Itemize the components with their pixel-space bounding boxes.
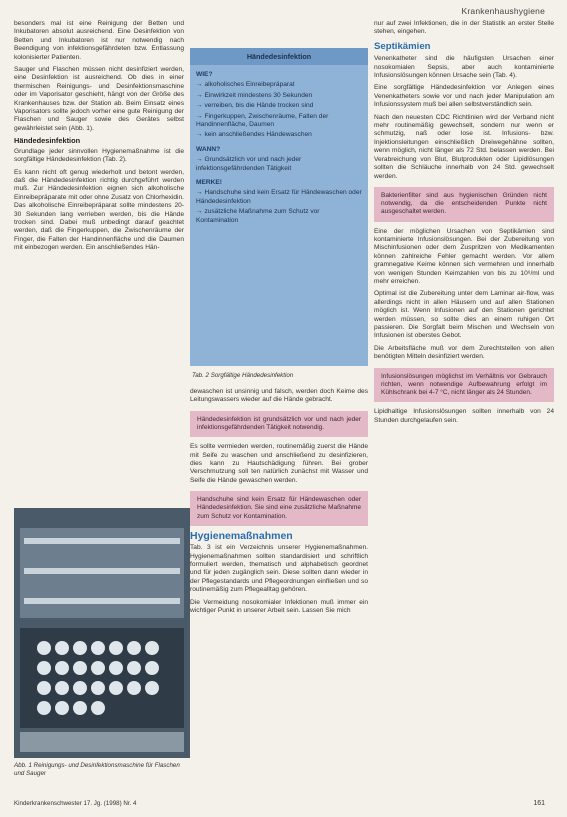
section-merke: MERKE! [196, 179, 223, 187]
table-title: Händedesinfektion [190, 48, 368, 65]
footer-journal: Kinderkrankenschwester 17. Jg. (1998) Nr. 4 [14, 800, 137, 807]
table-caption: Tab. 2 Sorgfältige Händedesinfektion [192, 372, 294, 379]
highlight-box: Handschuhe sind kein Ersatz für Händewaschen oder Händedesinfektion. Sie sind eine zusätzliche Maßnahme zum Schutz vor Kontamination. [190, 491, 368, 526]
paragraph: Eine der möglichen Ursachen von Septikämien sind kontaminierte Infusionslösungen. Bei der Zubereitung von Mischinfusionen oder dem Zuspritzen von Medikamenten können zahlreiche Fehler gemacht werden. Vor allem gramnegative Keime können sich vermehren und innerhalb von wenigen Stunden Keimzahlen von bis zu 10⁶/ml und mehr erreichen. [374, 227, 554, 285]
section-header: Krankenhaushygiene [461, 6, 545, 16]
photo-dishwasher [14, 508, 190, 758]
paragraph: Lipidhaltige Infusionslösungen sollten innerhalb von 24 Stunden durchgelaufen sein. [374, 408, 554, 424]
figure-caption: Abb. 1 Reinigungs- und Desinfektionsmaschine für Flaschen und Sauger [14, 762, 180, 777]
highlight-box: Bakterienfilter sind aus hygienischen Gründen nicht notwendig, da die entscheidenden Punkte nicht ausgeschaltet werden. [374, 187, 554, 222]
paragraph: Es kann nicht oft genug wiederholt und betont werden, daß die Händedesinfektion richtig durchgeführt werden muß. Zur Händedesinfektion eignen sich alkoholische Einreibepräparate mit oder ohne Zusatz von Chlorhexidin. Das alkoholische Einreibepräparat sollte mindestens 20-30 Sekunden lang verrieben werden, bis die Hände trocken sind. Dabei muß unbedingt darauf geachtet werden, daß die Fingerkuppen, die Zwischenräume der Finger, die Falten der Handinnenfläche und die Daumen mit einbezogen werden. Ein anschließendes Hän- [14, 168, 184, 252]
list-item: → alkoholisches Einreibepräparat [196, 81, 295, 89]
paragraph: Es sollte vermieden werden, routinemäßig zuerst die Hände mit Seife zu waschen und anschließend zu desinfizieren, dies kann zu Hautschädigung führen. Bei grober Verschmutzung soll ten natürlich zunächst mit Wasser und Seife die Hände gewaschen werden. [190, 443, 368, 484]
highlight-box: Infusionslösungen möglichst im Verhältnis vor Gebrauch richten, wenn notwendige Aufbewahrung erfolgt im Kühlschrank bei 4-7 °C, nicht länger als 24 Stunden. [374, 368, 554, 403]
list-item: → Fingerkuppen, Zwischenräume, Falten der Handinnenfläche, Daumen [196, 112, 329, 129]
heading-hygienemassnahmen: Hygienemaßnahmen [190, 529, 293, 542]
dishwasher-illustration [14, 508, 190, 758]
highlight-box: Händedesinfektion ist grundsätzlich vor und nach jeder infektionsgefährdenden Tätigkeit notwendig. [190, 411, 368, 437]
column-right [374, 20, 554, 429]
list-item: → Handschuhe sind kein Ersatz für Händewaschen oder Händedesinfektion [196, 189, 362, 205]
column-left [14, 20, 184, 257]
paragraph: Nach den neuesten CDC Richtlinien wird der Verband nicht mehr routinemäßig gewechselt, sondern nur wenn er schmutzig, naß oder lose ist. Infusions- bzw. Injektionsleitungen einschließlich Dreiwegehähne sollten, wenn möglich, nicht länger als 72 Std. belassen werden. Bei Verabreichung von Blut, Blutprodukten oder Lipidlösungen sollten die Schläuche innerhalb von 24 Std. gewechselt werden. [374, 113, 554, 180]
heading-septikaemien: Septikämien [374, 40, 431, 52]
paragraph: Grundlage jeder sinnvollen Hygienemaßnahme ist die sorgfältige Händedesinfektion (Tab. 2). [14, 147, 184, 164]
table-haendedesinfektion [190, 48, 368, 366]
list-item: → Einwirkzeit mindestens 30 Sekunden [196, 91, 313, 99]
column-middle [190, 388, 368, 620]
section-wie: WIE? [196, 71, 213, 78]
list-item: → kein anschließendes Händewaschen [196, 131, 312, 139]
paragraph: dewaschen ist unsinnig und falsch, werden doch Keime des Leitungswassers wieder auf die Hände gebracht. [190, 388, 368, 404]
paragraph: Venenkatheter sind die häufigsten Ursachen einer nosokomialen Sepsis, aber auch kontaminierte Infusionslösungen können Ursache sein (Tab. 4). [374, 55, 554, 80]
paragraph: Die Vermeidung nosokomialer Infektionen muß immer ein wichtiger Punkt in unserer Arbeit sein. Lassen Sie mich [190, 598, 368, 615]
section-wann: WANN? [196, 145, 221, 153]
paragraph: nur auf zwei Infektionen, die in der Statistik an erster Stelle stehen, eingehen. [374, 20, 554, 36]
list-item: → verreiben, bis die Hände trocken sind [196, 102, 314, 110]
paragraph: Tab. 3 ist ein Verzeichnis unserer Hygienemaßnahmen. Hygienemaßnahmen sollten standardisiert und schriftlich formuliert werden, thematisch und alphabetisch geordnet und für jeden zugänglich sein. Diese sollten dann wieder in der Pflegestandards und Pflegeordnungen einfließen und so routinemäßig zum Pflegealltag gehören. [190, 544, 368, 594]
paragraph: Optimal ist die Zubereitung unter dem Laminar air-flow, was allerdings nicht in allen Häusern und auf allen Stationen möglich ist. Wenn Infusionen auf den Stationen gerichtet werden müssen, so sollte dies an einem ruhigen Ort passieren. Die Sorgfalt beim Mischen und Wechseln von Infusionen ist oberstes Gebot. [374, 290, 554, 340]
list-item: → zusätzliche Maßnahme zum Schutz vor Kontamination [196, 208, 320, 224]
table-list [190, 71, 368, 225]
paragraph: Eine sorgfältige Händedesinfektion vor Anlegen eines Venenkatheters sowie vor und nach jeder Manipulation am Infusionssystem muß bei allen selbstverständlich sein. [374, 84, 554, 109]
paragraph: besonders mal ist eine Reinigung der Betten und Inkubatoren absolut ausreichend. Eine Desinfektion von Betten und Inkubatoren ist nur notwendig nach Beendigung von infektionsgefährdeten bzw. Entlassung kolonisierter Patienten. [14, 20, 184, 61]
paragraph: Sauger und Flaschen müssen nicht desinfiziert werden, eine Desinfektion ist ausreichend. Ob dies in einer thermischen Reinigungs- und Desinfektionsmaschine oder im Vaporisator geschieht, hängt von der Größe des Krankenhauses bzw. der Station ab. Beim Einsatz eines Vaporisators sollte jedoch vorher eine gute Reinigung der Flaschen und Sauger sowie des Gerätes selbst gewährleistet sein (Abb. 1). [14, 66, 184, 132]
list-item: → Grundsätzlich vor und nach jeder infektionsgefährdenden Tätigkeit [196, 156, 302, 172]
page-number: 161 [533, 800, 545, 807]
paragraph: Die Arbeitsfläche muß vor dem Zurechtstellen von allen benötigten Mitteln desinfiziert werden. [374, 344, 554, 361]
subheading-haendedesinfektion: Händedesinfektion [14, 136, 81, 146]
